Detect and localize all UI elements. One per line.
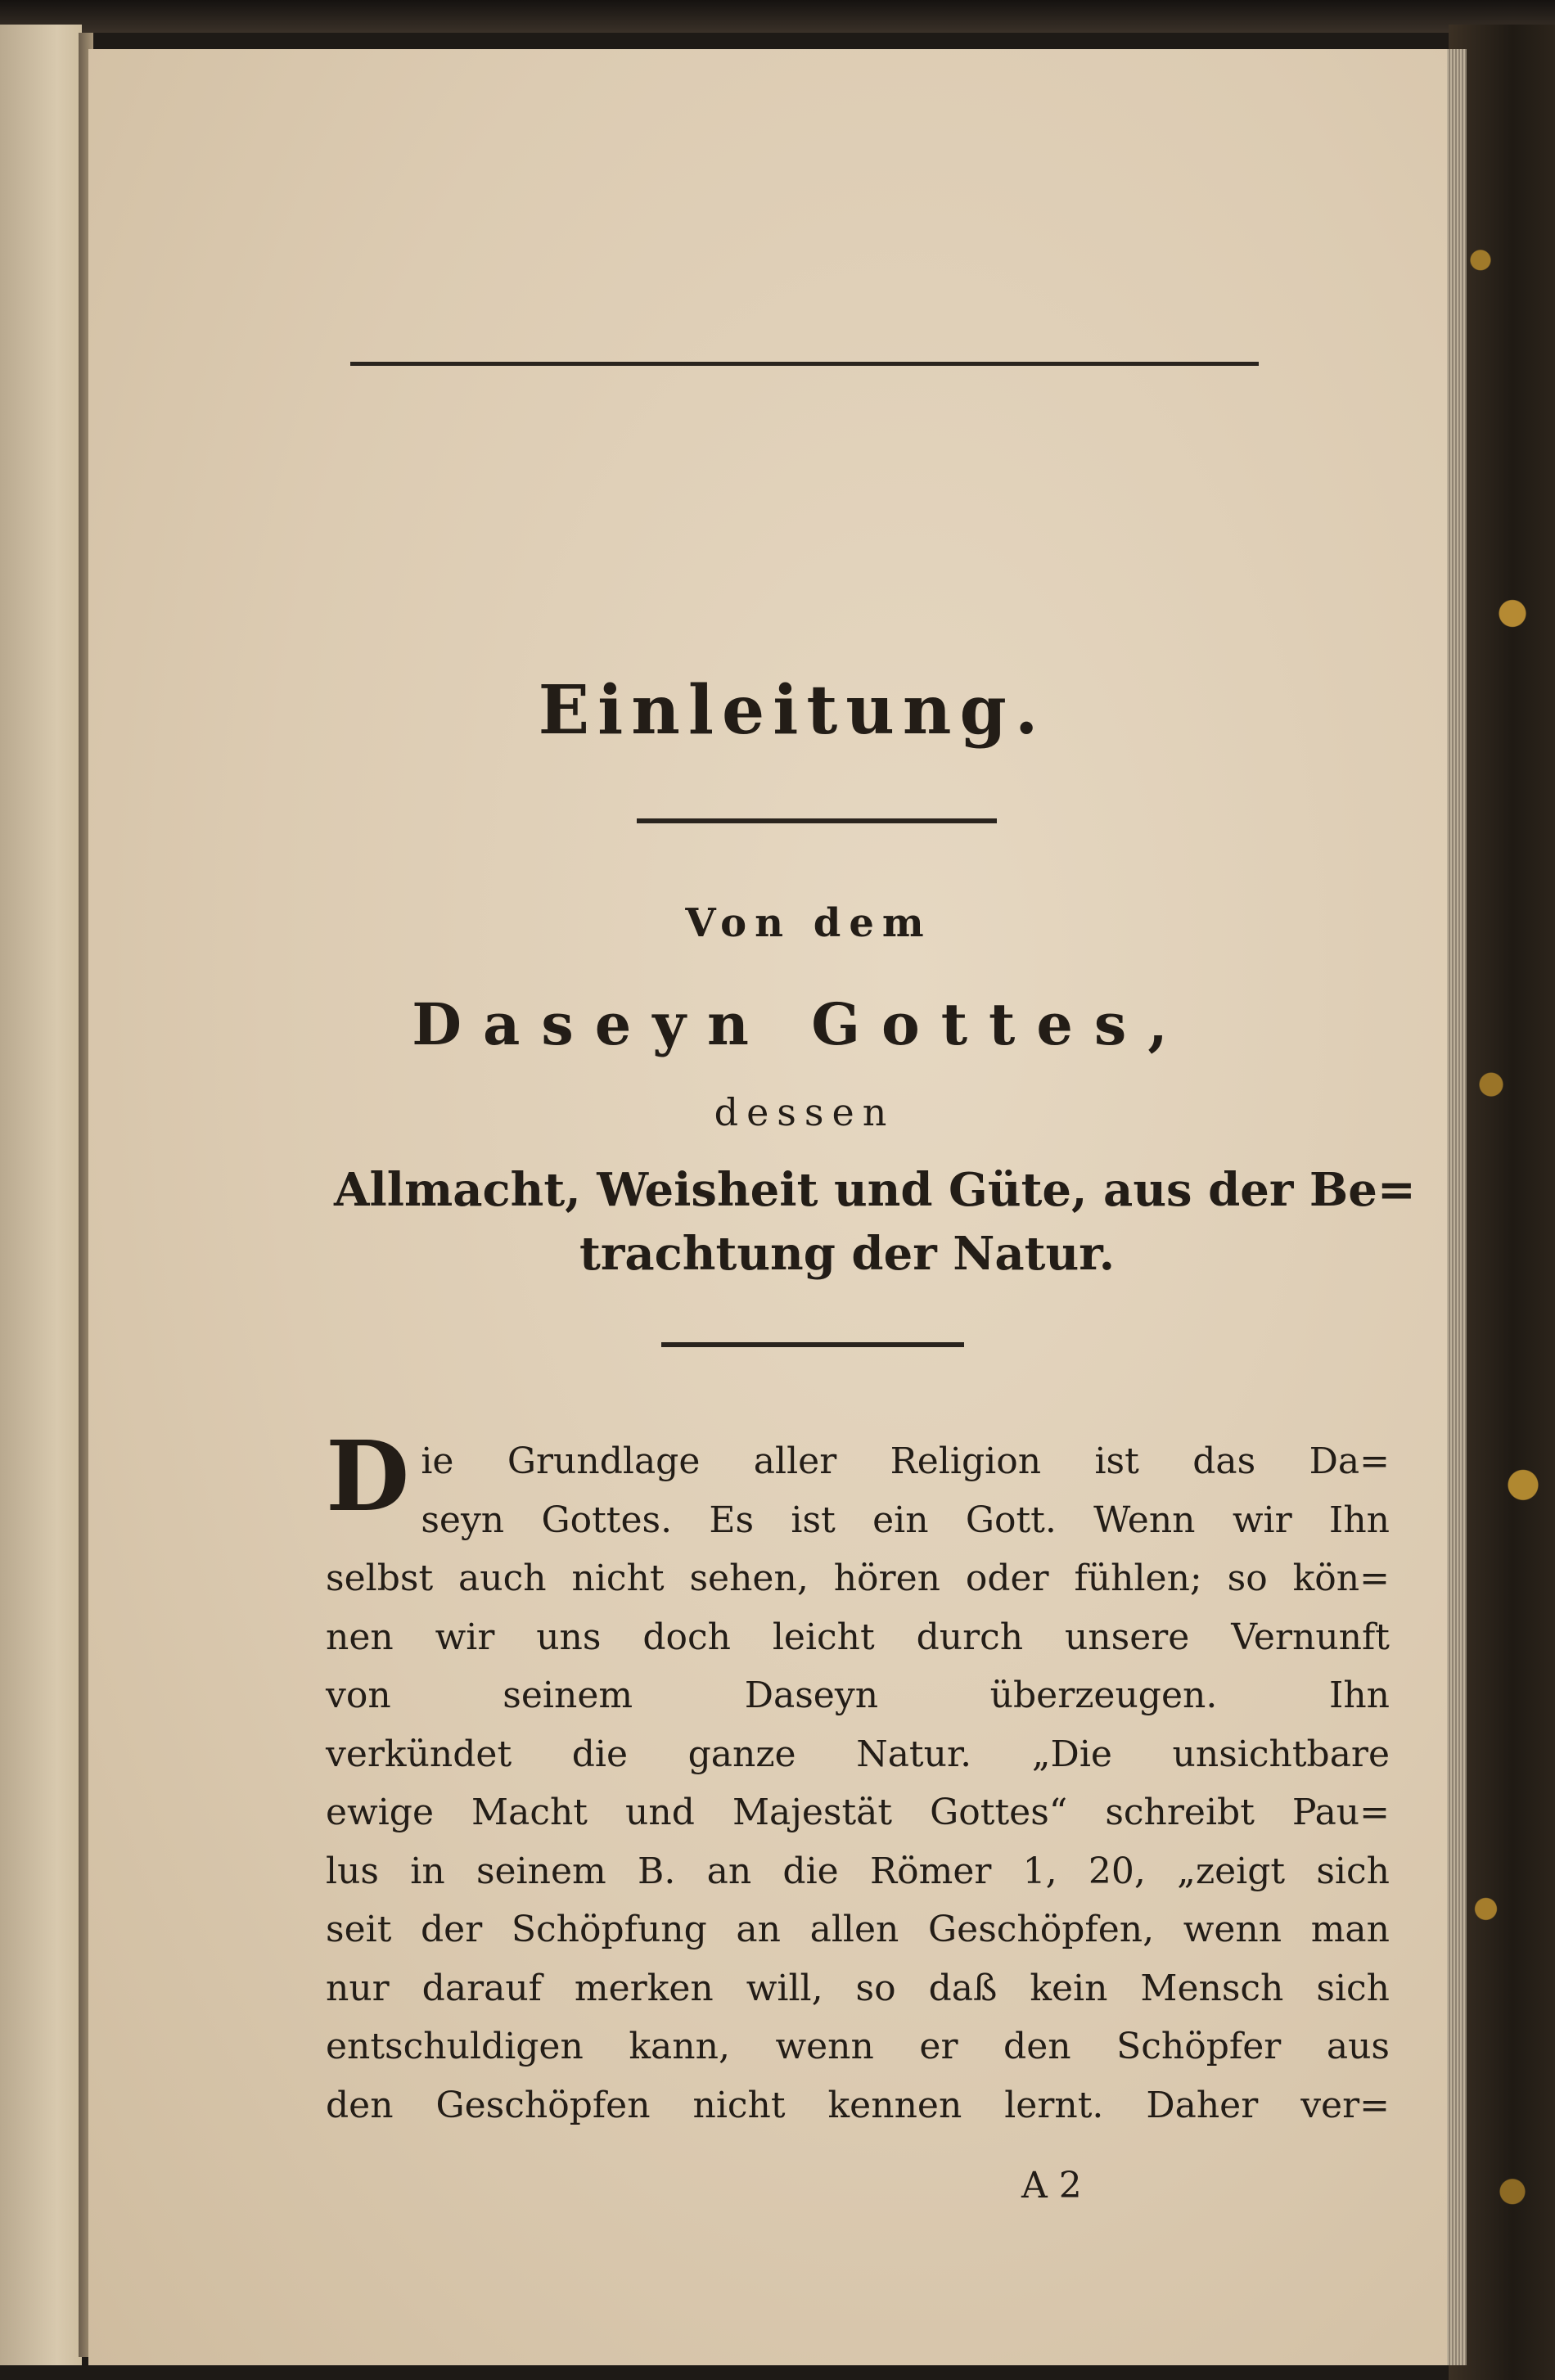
section-rule xyxy=(661,1342,964,1347)
body-line: ewige Macht und Majestät Gottes“ schreibt Pau= xyxy=(326,1792,1390,1833)
body-line: nur darauf merken will, so daß kein Mensch sich xyxy=(326,1967,1390,2009)
body-line: von seinem Daseyn überzeugen. Ihn xyxy=(326,1675,1390,1716)
cover-edge-top xyxy=(0,0,1555,33)
drop-cap: D xyxy=(326,1419,410,1533)
body-line: lus in seinem B. an die Römer 1, 20, „zeigt sich xyxy=(326,1850,1390,1892)
title-rule xyxy=(637,818,997,823)
signature-mark: A 2 xyxy=(1021,2165,1082,2206)
body-line: den Geschöpfen nicht kennen lernt. Daher ver= xyxy=(326,2084,1390,2126)
body-line: ie Grundlage aller Religion ist das Da= xyxy=(421,1440,1390,1482)
body-line: selbst auch nicht sehen, hören oder fühlen; so kön= xyxy=(326,1557,1390,1599)
body-line: seyn Gottes. Es ist ein Gott. Wenn wir Ihn xyxy=(421,1499,1390,1541)
body-line: entschuldigen kann, wenn er den Schöpfer aus xyxy=(326,2026,1390,2067)
book-page xyxy=(88,49,1447,2365)
subtitle-daseyn-gottes: Daseyn Gottes, xyxy=(412,990,1189,1058)
subtitle-dessen: dessen xyxy=(714,1090,895,1134)
body-line: verkündet die ganze Natur. „Die unsichtbare xyxy=(326,1733,1390,1775)
heading-line: Allmacht, Weisheit und Güte, aus der Be= xyxy=(334,1163,1416,1217)
top-rule xyxy=(350,362,1259,366)
heading-line: trachtung der Natur. xyxy=(579,1227,1116,1281)
body-line: seit der Schöpfung an allen Geschöpfen, wenn man xyxy=(326,1909,1390,1950)
body-line: nen wir uns doch leicht durch unsere Vernunft xyxy=(326,1616,1390,1658)
body-text xyxy=(326,1419,1390,2134)
subtitle-von-dem: Von dem xyxy=(685,900,932,946)
section-heading xyxy=(334,1158,1416,1286)
previous-page-edge xyxy=(0,25,82,2365)
chapter-title: Einleitung. xyxy=(538,671,1047,750)
